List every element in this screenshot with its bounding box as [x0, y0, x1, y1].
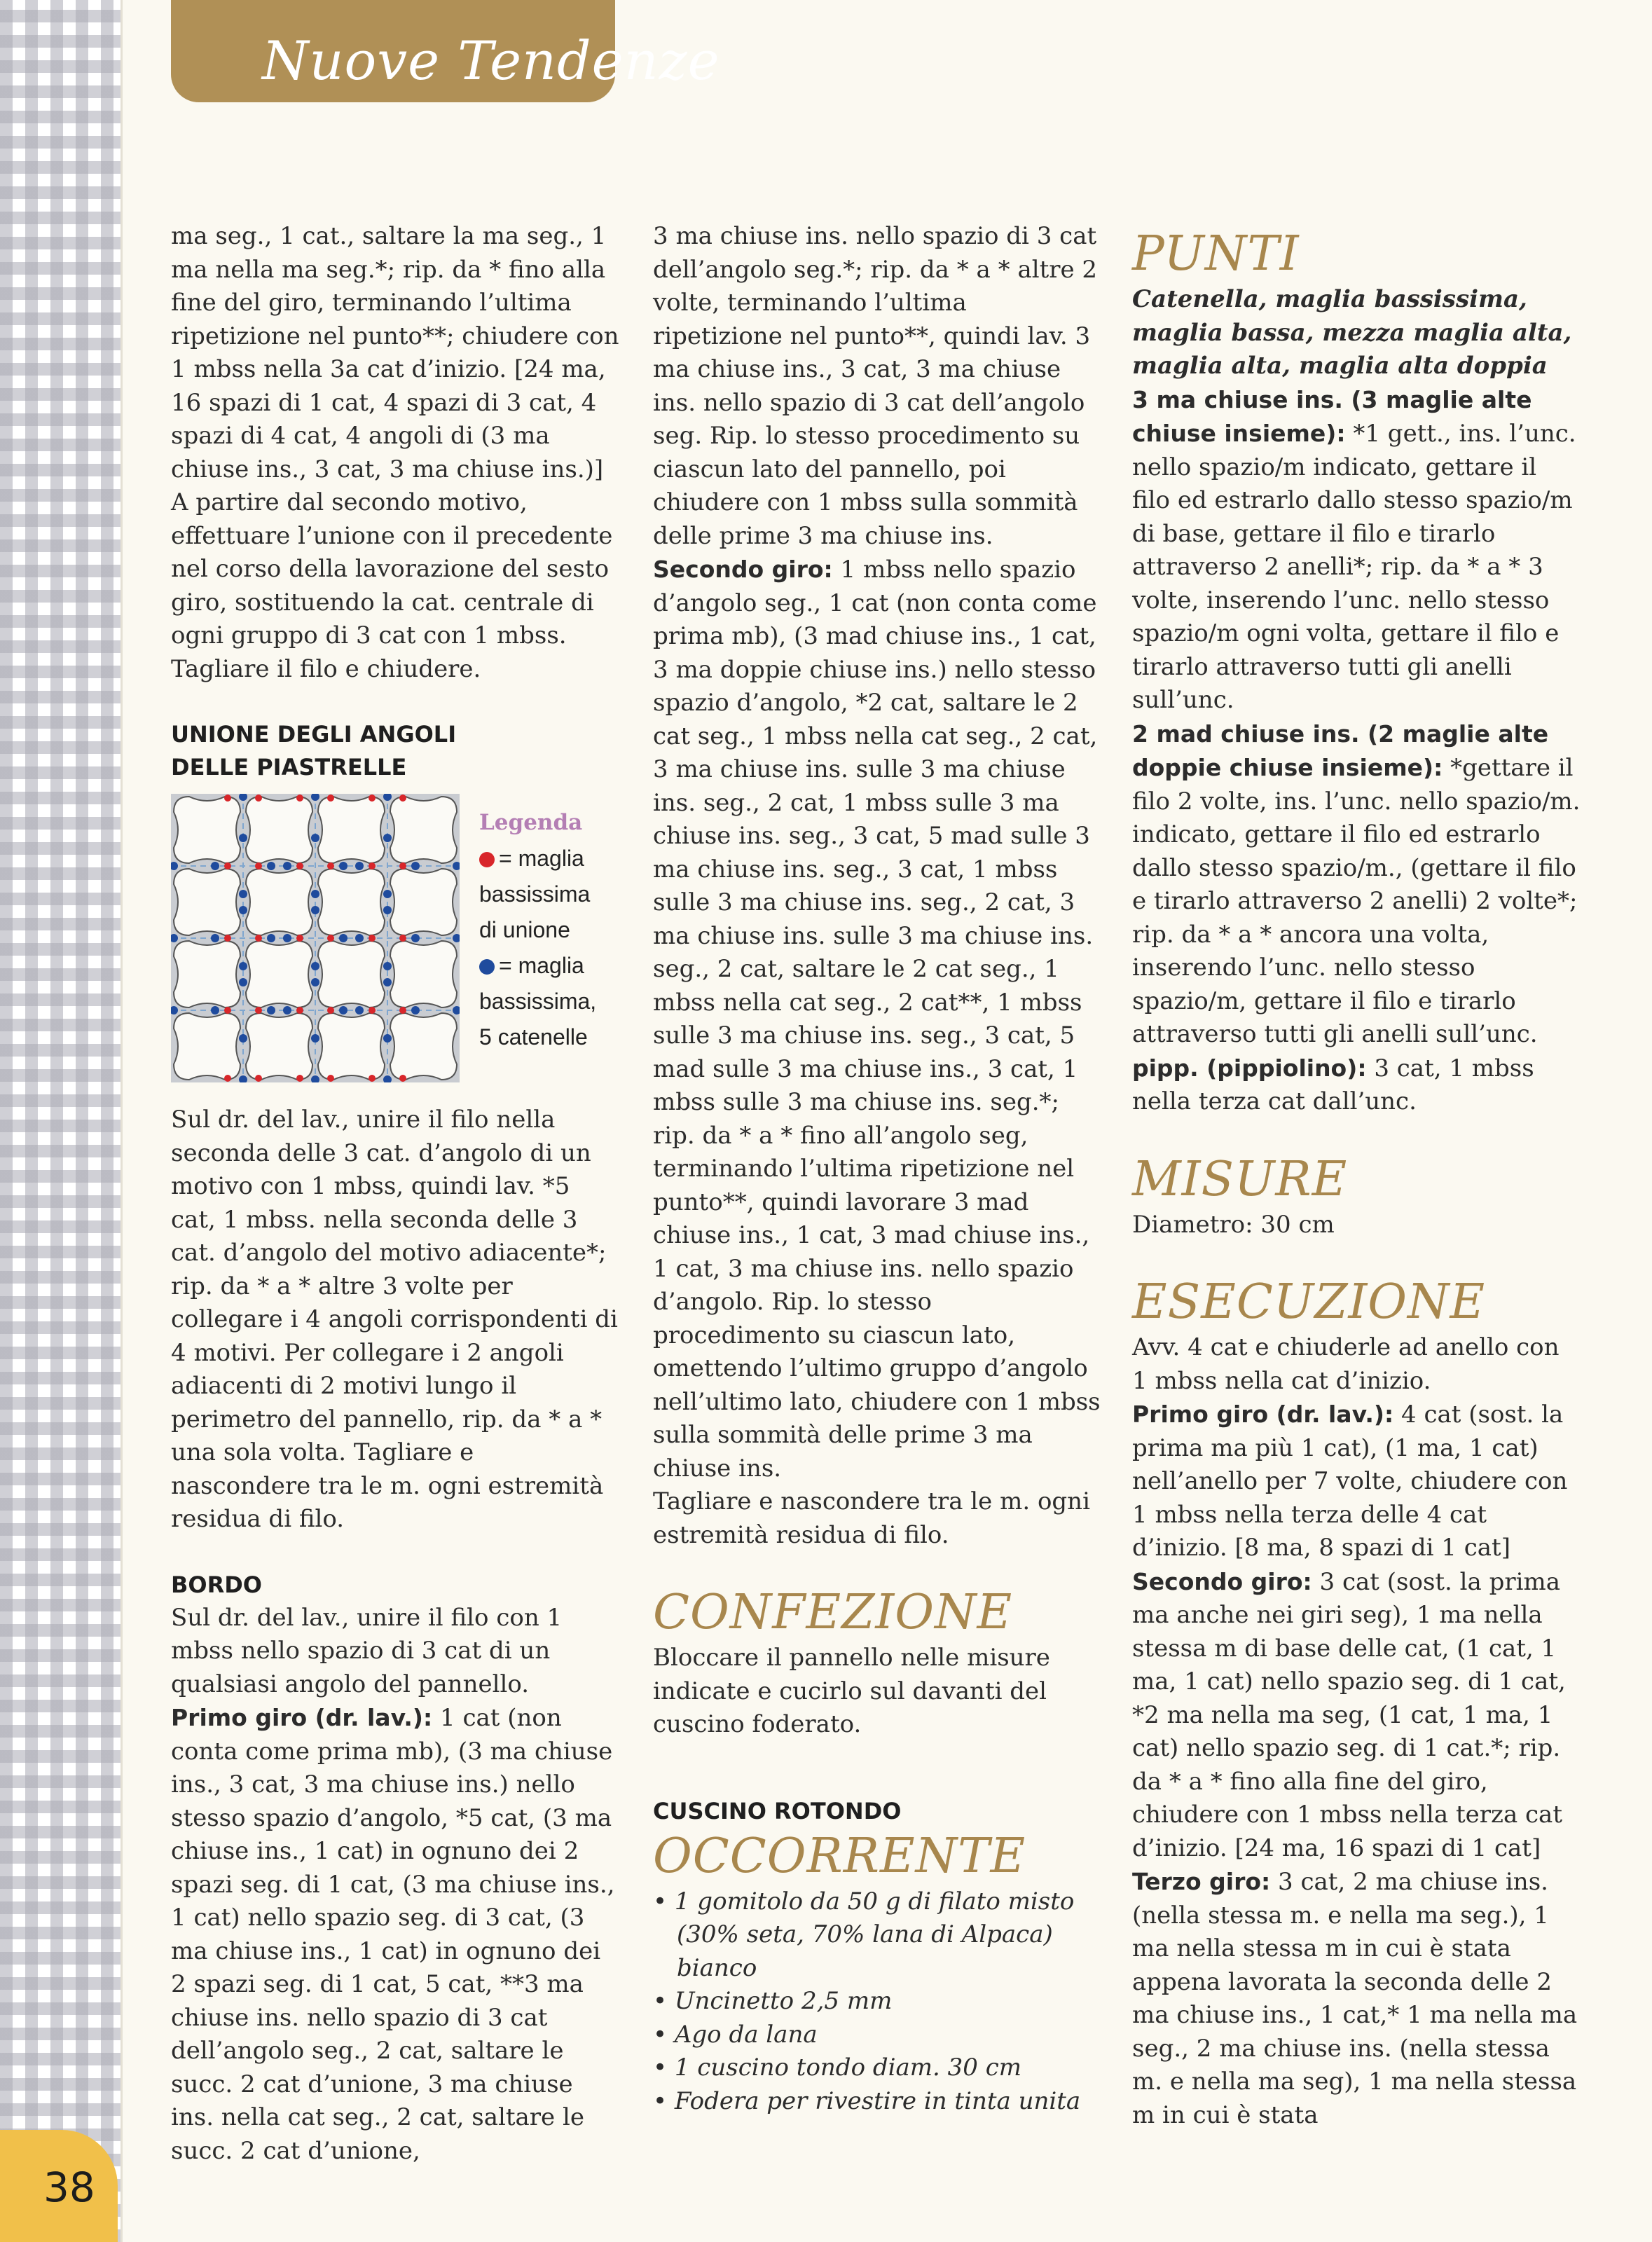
chain-dot-blue	[283, 862, 291, 870]
chain-dot-blue	[211, 1006, 219, 1015]
tile-shape	[318, 1013, 385, 1080]
tile-shape	[174, 1013, 240, 1080]
legend-blue-line-2: bassissima,	[479, 989, 597, 1014]
join-dot-red	[255, 935, 262, 942]
chain-dot-blue	[339, 934, 347, 942]
chain-dot-blue	[411, 934, 420, 942]
join-dot-red	[369, 1007, 376, 1014]
diagram-legend	[479, 805, 633, 1055]
legend-red-line-3: di unione	[479, 917, 570, 942]
chain-dot-blue	[383, 834, 392, 842]
materials-list	[653, 1885, 1101, 2119]
paragraph: 3 ma chiuse ins. nello spazio di 3 cat dell’angolo seg.*; rip. da * a * altre 2 volte, terminando l’ultima ripetizione nel punto**, quindi lav. 3 ma chiuse ins., 3 cat, 3 ma chiuse ins. nello spazio di 3 cat dell’angolo seg. Rip. lo stesso procedimento su ciascun lato del pannello, poi chiudere con 1 mbss sulla sommità delle prime 3 ma chiuse ins.	[653, 222, 1098, 550]
round-label: Primo giro (dr. lav.):	[1132, 1401, 1394, 1428]
tile-shape	[390, 869, 457, 935]
chain-dot-blue	[311, 978, 319, 986]
tile-shape	[318, 869, 385, 935]
spacer	[171, 686, 619, 718]
join-dot-red	[399, 1007, 406, 1014]
red-dot-icon	[479, 852, 495, 867]
chain-dot-blue	[267, 1006, 275, 1015]
join-dot-red	[296, 1007, 303, 1014]
paragraph: Sul dr. del lav., unire il filo con 1 mbss nello spazio di 3 cat di un qualsiasi angolo del pannello.	[171, 1603, 563, 1698]
legend-red-line-2: bassissima	[479, 881, 591, 907]
round-label: Terzo giro:	[1132, 1868, 1271, 1895]
spacer	[171, 1536, 619, 1569]
paragraph: Primo giro (dr. lav.): 1 cat (non conta come prima mb), (3 ma chiuse ins., 3 cat, 3 ma chiuse ins.) nello stesso spazio d’angolo, *5 cat, (3 ma chiuse ins., 1 cat) in ognuno dei 2 spazi seg. di 1 cat, (3 ma chiuse ins., 1 cat) nello spazio seg. di 3 cat, (3 ma chiuse ins., 1 cat) in ognuno dei 2 spazi seg. di 1 cat, 5 cat, **3 ma chiuse ins. nello spazio di 3 cat dell’angolo seg., 2 cat, saltare le succ. 2 cat d’unione, 3 ma chiuse ins. nella cat seg., 2 cat, saltare le succ. 2 cat d’unione,	[171, 1704, 615, 2165]
section-heading: CUSCINO ROTONDO	[653, 1797, 902, 1824]
chain-dot-blue	[239, 1034, 247, 1043]
join-dot-red	[369, 1075, 376, 1082]
legend-title: Legenda	[479, 810, 583, 835]
chain-dot-blue	[211, 934, 219, 942]
join-dot-red	[399, 795, 406, 802]
column-1	[171, 220, 619, 2168]
gingham-edge	[121, 0, 123, 2242]
section-heading: UNIONE DEGLI ANGOLI	[171, 721, 457, 748]
paragraph: Diametro: 30 cm	[1132, 1210, 1335, 1239]
chain-dot-blue	[239, 962, 247, 970]
legend-blue-line-1: = maglia	[479, 948, 633, 984]
join-dot-red	[399, 862, 406, 869]
blue-dot-icon	[479, 959, 495, 975]
list-item: • 1 cuscino tondo diam. 30 cm	[653, 2054, 1021, 2082]
paragraph: ma seg., 1 cat., saltare la ma seg., 1 ma nella ma seg.*; rip. da * fino alla fine del giro, terminando l’ultima ripetizione nel punto**; chiudere con 1 mbss nella 3a cat d’inizio. [24 ma, 16 spazi di 1 cat, 4 spazi di 3 cat, 4 spazi di 4 cat, 4 angoli di (3 ma chiuse ins., 3 cat, 3 ma chiuse ins.)] A partire dal secondo motivo, effettuare l’unione con il precedente nel corso della lavorazione del sesto giro, sostituendo la cat. centrale di ogni gruppo di 3 cat con 1 mbss. Tagliare il filo e chiudere.	[171, 222, 619, 683]
section-title-misure: MISURE	[1132, 1151, 1348, 1207]
tile-shape	[318, 797, 385, 863]
paragraph: 3 ma chiuse ins. (3 maglie alte chiuse insieme): *1 gett., ins. l’unc. nello spazio/m indicato, gettare il filo ed estrarlo dallo stesso spazio/m di base, gettare il filo e tirarlo attraverso 2 anelli*; rip. da * a * 3 volte, inserendo l’unc. nello stesso spazio/m ogni volta, gettare il filo e tirarlo attraverso tutti gli anelli sull’unc.	[1132, 385, 1576, 714]
join-dot-red	[369, 935, 376, 942]
legend-red-line-1: = maglia	[479, 841, 633, 876]
paragraph: Secondo giro: 3 cat (sost. la prima ma anche nei giri seg), 1 ma nella stessa m di base delle cat, (1 cat, 1 ma, 1 cat) nello spazio seg. di 1 cat, *2 ma nella ma seg, (1 cat, 1 ma, 1 cat) nello spazio seg. di 1 cat.*; rip. da * a * fino alla fine del giro, chiudere con 1 mbss nella terza cat d’inizio. [24 ma, 16 spazi di 1 cat]	[1132, 1567, 1566, 1862]
chain-dot-blue	[355, 934, 364, 942]
section-title-esecuzione: ESECUZIONE	[1132, 1274, 1486, 1330]
chain-dot-blue	[411, 862, 420, 870]
chain-dot-blue	[239, 834, 247, 842]
chain-dot-blue	[383, 890, 392, 898]
chain-dot-blue	[239, 906, 247, 914]
chain-dot-blue	[339, 862, 347, 870]
join-dot-red	[296, 1075, 303, 1082]
chain-dot-blue	[355, 862, 364, 870]
chain-dot-blue	[311, 890, 319, 898]
diagram-row	[171, 785, 619, 1094]
page-header-title: Nuove Tendenze	[262, 29, 720, 92]
chain-dot-blue	[311, 906, 319, 914]
join-dot-red	[224, 862, 231, 869]
paragraph: Sul dr. del lav., unire il filo nella seconda delle 3 cat. d’angolo di un motivo con 1 mbss, quindi lav. *5 cat, 1 mbss. nella seconda delle 3 cat. d’angolo del motivo adiacente*; rip. da * a * altre 3 volte per collegare i 4 angoli corrispondenti di 4 motivi. Per collegare i 2 angoli adiacenti di 2 motivi lungo il perimetro del pannello, rip. da * a * una sola volta. Tagliare e nascondere tra le m. ogni estremità residua di filo.	[171, 1106, 618, 1533]
tile-shape	[246, 869, 312, 935]
section-title-confezione: CONFEZIONE	[653, 1585, 1013, 1640]
tile-shape	[246, 1013, 312, 1080]
chain-dot-blue	[311, 962, 319, 970]
chain-dot-blue	[239, 890, 247, 898]
paragraph: Terzo giro: 3 cat, 2 ma chiuse ins. (nella stessa m. e nella ma seg.), 1 ma nella stessa m in cui è stata appena lavorata la seconda delle 2 ma chiuse ins., 1 cat,* 1 ma nella ma seg., 2 ma chiuse ins. (nella stessa m. e nella ma seg), 1 ma nella stessa m in cui è stata	[1132, 1868, 1578, 2129]
tile-shape	[174, 941, 240, 1007]
round-label: Secondo giro:	[1132, 1567, 1312, 1595]
tile-shape	[246, 797, 312, 863]
chain-dot-blue	[267, 862, 275, 870]
paragraph: Tagliare e nascondere tra le m. ogni estremità residua di filo.	[653, 1487, 1090, 1549]
list-item: (30% seta, 70% lana di Alpaca) bianco	[677, 1920, 1053, 1982]
chain-dot-blue	[339, 1006, 347, 1015]
section-heading: BORDO	[171, 1571, 262, 1598]
tile-shape	[246, 941, 312, 1007]
join-dot-red	[224, 1007, 231, 1014]
list-item: • Fodera per rivestire in tinta unita	[653, 2086, 1081, 2115]
section-title-occorrente: OCCORRENTE	[653, 1828, 1026, 1884]
chain-dot-blue	[211, 862, 219, 870]
tile-shape	[390, 1013, 457, 1080]
join-dot-red	[399, 935, 406, 942]
column-3	[1132, 226, 1581, 2132]
stitch-list: Catenella, maglia bassissima, maglia bassa, mezza maglia alta, maglia alta, maglia alta doppia	[1132, 285, 1572, 380]
join-dot-red	[255, 1007, 262, 1014]
spacer	[1132, 1119, 1581, 1151]
spacer	[653, 1552, 1101, 1584]
join-dot-red	[296, 935, 303, 942]
chain-dot-blue	[283, 1006, 291, 1015]
section-title-punti: PUNTI	[1132, 226, 1300, 282]
join-dot-red	[327, 935, 334, 942]
paragraph: Secondo giro: 1 mbss nello spazio d’angolo seg., 1 cat (non conta come prima mb), (3 mad chiuse ins., 1 cat, 3 ma doppie chiuse ins.) nello stesso spazio d’angolo, *2 cat, saltare le 2 cat seg., 1 mbss nella cat seg., 2 cat, 3 ma chiuse ins. sulle 3 ma chiuse ins. seg., 2 cat, 1 mbss sulle 3 ma chiuse ins. seg., 3 cat, 5 mad sulle 3 ma chiuse ins. seg., 3 cat, 1 mbss sulle 3 ma chiuse ins. seg., 2 cat, 3 ma chiuse ins. sulle 3 ma chiuse ins. seg., 2 cat, saltare le 2 cat seg., 1 mbss nella cat seg., 2 cat**, 1 mbss sulle 3 ma chiuse ins. seg., 3 cat, 5 mad sulle 3 ma chiuse ins., 3 cat, 1 mbss sulle 3 ma chiuse ins. seg.*; rip. da * a * fino all’angolo seg, terminando l’ultima ripetizione nel punto**, quindi lavorare 3 mad chiuse ins., 1 cat, 3 mad chiuse ins., 1 cat, 3 ma chiuse ins. nello spazio d’angolo. Rip. lo stesso procedimento su ciascun lato, omettendo l’ultimo gruppo d’angolo nell’ultimo lato, chiudere con 1 mbss sulla sommità delle prime 3 ma chiuse ins.	[653, 556, 1101, 1483]
legend-blue-line-3: 5 catenelle	[479, 1024, 588, 1050]
chain-dot-blue	[239, 978, 247, 986]
paragraph: Avv. 4 cat e chiuderle ad anello con 1 mbss nella cat d’inizio.	[1132, 1333, 1560, 1395]
chain-dot-blue	[383, 962, 392, 970]
paragraph: Primo giro (dr. lav.): 4 cat (sost. la prima ma più 1 cat), (1 ma, 1 cat) nell’anello per 7 volte, chiudere con 1 mbss nella terza delle 4 cat d’inizio. [8 ma, 8 spazi di 1 cat]	[1132, 1401, 1568, 1562]
chain-dot-blue	[411, 1006, 420, 1015]
stitch-label: 3 ma chiuse ins. (3 maglie alte chiuse insieme):	[1132, 385, 1532, 447]
join-dot-red	[369, 795, 376, 802]
join-dot-red	[255, 1075, 262, 1082]
chain-dot-blue	[267, 934, 275, 942]
spacer	[653, 1774, 1101, 1795]
join-dot-red	[327, 795, 334, 802]
join-dot-red	[224, 935, 231, 942]
chain-dot-blue	[355, 1006, 364, 1015]
paragraph: pipp. (pippiolino): 3 cat, 1 mbss nella terza cat dall’unc.	[1132, 1054, 1534, 1115]
join-dot-red	[255, 862, 262, 869]
join-dot-red	[224, 1075, 231, 1082]
tile-shape	[174, 869, 240, 935]
spacer	[1132, 1242, 1581, 1274]
tile-joining-diagram	[171, 794, 460, 1082]
join-dot-red	[327, 1007, 334, 1014]
chain-dot-blue	[383, 1034, 392, 1043]
join-dot-red	[327, 862, 334, 869]
tile-shape	[390, 797, 457, 863]
round-label: Primo giro (dr. lav.):	[171, 1704, 433, 1731]
page-number: 38	[43, 2164, 95, 2211]
section-heading: DELLE PIASTRELLE	[171, 754, 407, 780]
tile-shape	[390, 941, 457, 1007]
chain-dot-blue	[383, 978, 392, 986]
chain-dot-blue	[311, 1034, 319, 1043]
join-dot-red	[224, 795, 231, 802]
round-label: Secondo giro:	[653, 556, 833, 583]
join-dot-red	[296, 862, 303, 869]
join-dot-red	[296, 795, 303, 802]
tile-shape	[318, 941, 385, 1007]
list-item: • Uncinetto 2,5 mm	[653, 1987, 893, 2015]
stitch-label: pipp. (pippiolino):	[1132, 1054, 1367, 1082]
list-item: • Ago da lana	[653, 2020, 818, 2049]
join-dot-red	[369, 862, 376, 869]
spacer	[653, 1742, 1101, 1774]
chain-dot-blue	[383, 906, 392, 914]
chain-dot-blue	[283, 934, 291, 942]
stitch-label: 2 mad chiuse ins. (2 maglie alte doppie chiuse insieme):	[1132, 720, 1549, 781]
column-2	[653, 220, 1101, 2118]
join-dot-red	[255, 795, 262, 802]
join-dot-red	[327, 1075, 334, 1082]
chain-dot-blue	[311, 834, 319, 842]
gingham-border	[0, 0, 121, 2242]
tile-shape	[174, 797, 240, 863]
paragraph: 2 mad chiuse ins. (2 maglie alte doppie chiuse insieme): *gettare il filo 2 volte, ins. l’unc. nello spazio/m. indicato, gettare il filo ed estrarlo dallo stesso spazio/m., (gettare il filo e tirarlo attraverso 2 anelli) 2 volte*; rip. da * a * ancora una volta, inserendo l’unc. nello stesso spazio/m, gettare il filo e tirarlo attraverso tutti gli anelli sull’unc.	[1132, 720, 1581, 1048]
paragraph: Bloccare il pannello nelle misure indicate e cucirlo sul davanti del cuscino foderato.	[653, 1644, 1050, 1738]
join-dot-red	[399, 1075, 406, 1082]
list-item: • 1 gomitolo da 50 g di filato misto	[653, 1887, 1075, 1916]
